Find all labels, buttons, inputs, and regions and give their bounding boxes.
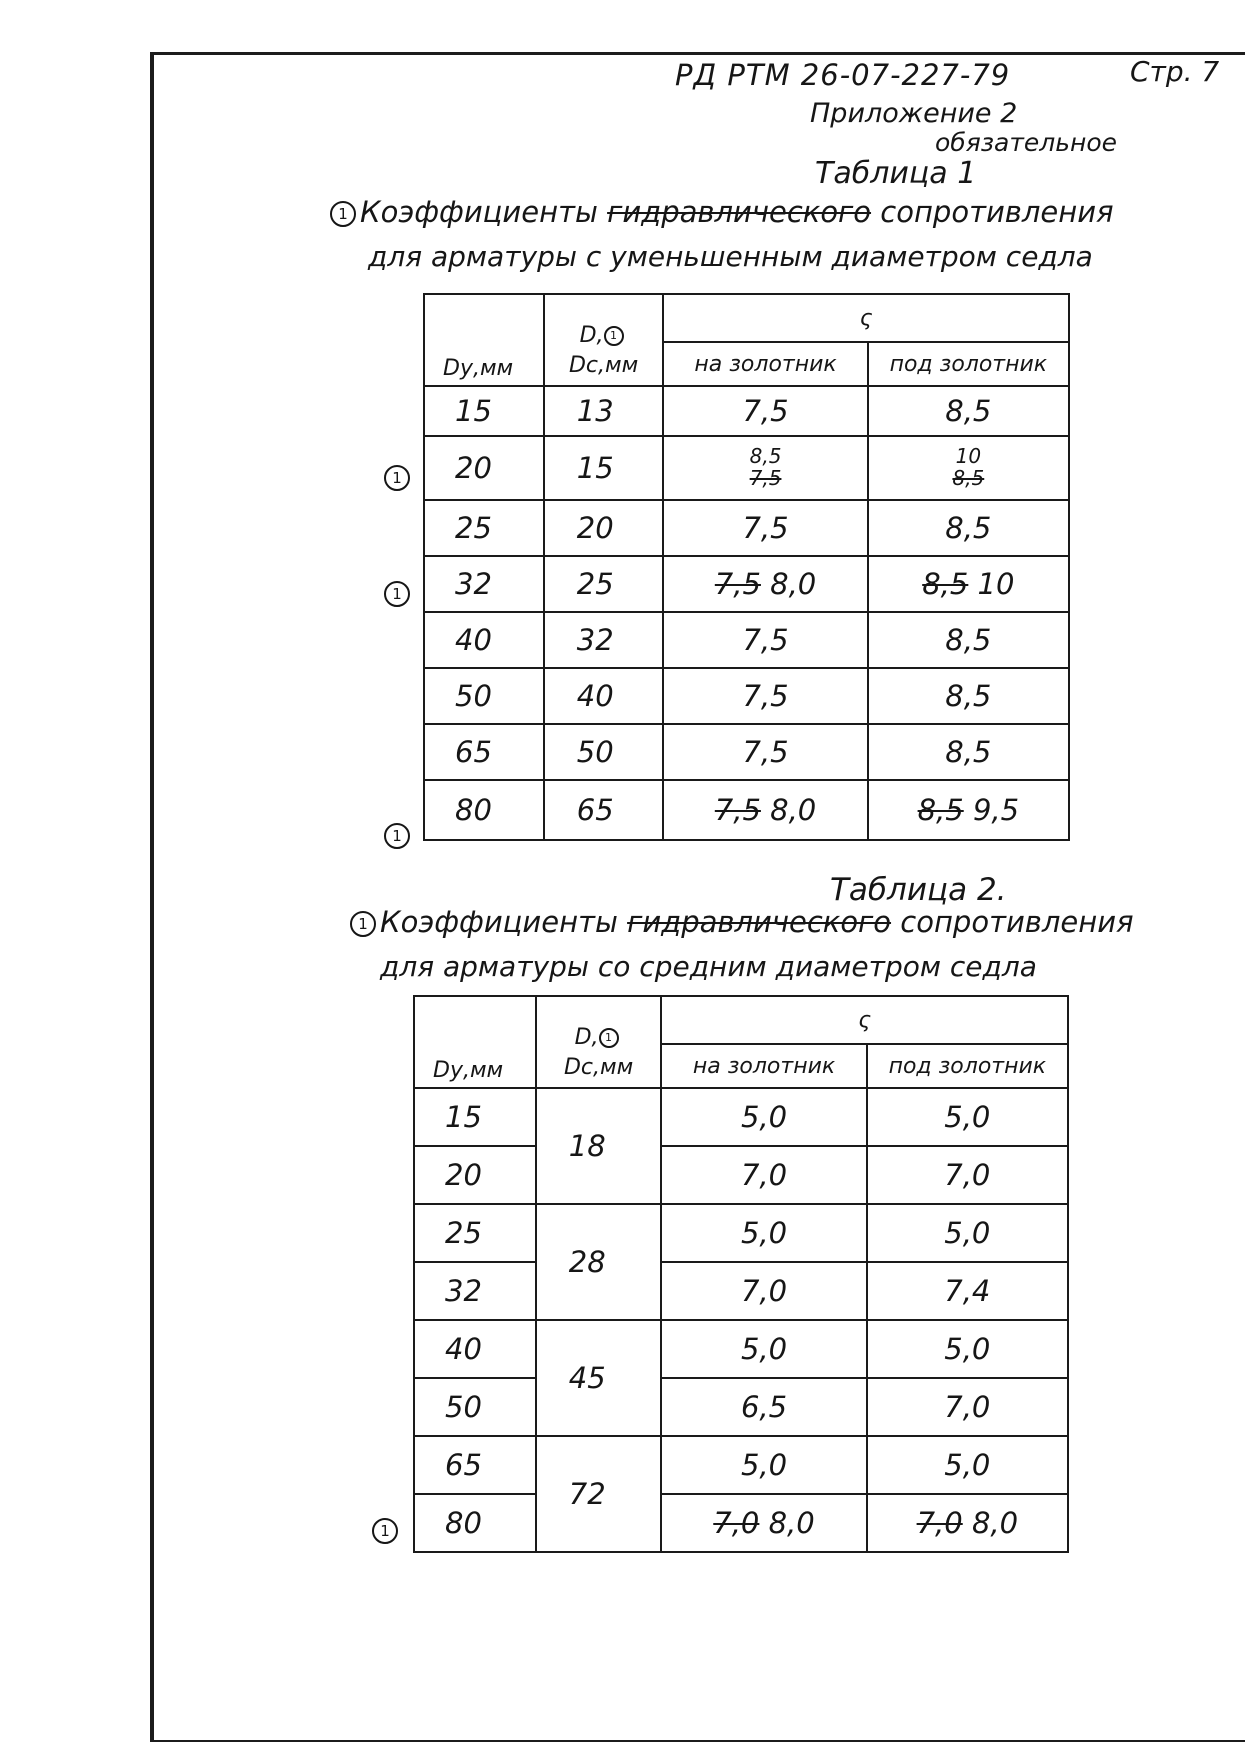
cell-on: 7,5 bbox=[663, 500, 867, 556]
cell-on: 5,0 bbox=[661, 1204, 866, 1262]
cell-under: 8,5 bbox=[868, 386, 1069, 436]
cell-dc: 18 bbox=[536, 1088, 662, 1204]
cell-on: 7,5 bbox=[663, 724, 867, 780]
table1-header-dy: Dу,мм bbox=[424, 294, 544, 386]
table2-header-under: под золотник bbox=[867, 1044, 1068, 1088]
cell-dc: 25 bbox=[544, 556, 664, 612]
cell-dy: 25 bbox=[424, 500, 544, 556]
table1-title-suffix: сопротивления bbox=[880, 195, 1114, 229]
cell-under: 8,5 9,5 bbox=[868, 780, 1069, 840]
revision-mark-icon: 1 bbox=[384, 823, 410, 849]
table-row bbox=[414, 1378, 1068, 1436]
cell-dy: 32 bbox=[414, 1262, 536, 1320]
table2 bbox=[413, 995, 1069, 1553]
table-row bbox=[424, 500, 1069, 556]
table2-title-prefix: Коэффициенты bbox=[380, 905, 618, 939]
cell-dy: 65 bbox=[424, 724, 544, 780]
table1-title-struck: гидравлического bbox=[607, 195, 872, 229]
table2-title bbox=[350, 905, 1134, 939]
cell-on: 5,0 bbox=[661, 1088, 866, 1146]
table-row bbox=[424, 556, 1069, 612]
table-row bbox=[414, 1436, 1068, 1494]
cell-dc: 40 bbox=[544, 668, 664, 724]
cell-under: 5,0 bbox=[867, 1204, 1068, 1262]
table-row bbox=[414, 1204, 1068, 1262]
cell-dy: 40 bbox=[414, 1320, 536, 1378]
cell-under: 8,5 10 bbox=[868, 556, 1069, 612]
cell-under: 8,5 bbox=[868, 724, 1069, 780]
cell-under: 8,5 bbox=[868, 500, 1069, 556]
cell-under: 7,0 bbox=[867, 1146, 1068, 1204]
cell-on: 6,5 bbox=[661, 1378, 866, 1436]
table2-header-zeta: ς bbox=[661, 996, 1068, 1044]
cell-dc: 32 bbox=[544, 612, 664, 668]
cell-dy: 32 bbox=[424, 556, 544, 612]
table-row bbox=[414, 1320, 1068, 1378]
cell-dy: 20 bbox=[424, 436, 544, 500]
cell-under: 8,5 bbox=[868, 612, 1069, 668]
revision-mark-icon: 1 bbox=[330, 201, 356, 227]
cell-on: 7,5 8,0 bbox=[663, 780, 867, 840]
cell-under: 7,0 bbox=[867, 1378, 1068, 1436]
cell-dy: 40 bbox=[424, 612, 544, 668]
table1-title bbox=[330, 195, 1114, 229]
revision-mark-icon: 1 bbox=[604, 326, 624, 346]
table1-subtitle: для арматуры с уменьшенным диаметром седла bbox=[368, 240, 1093, 273]
cell-dc: 65 bbox=[544, 780, 664, 840]
revision-mark-icon: 1 bbox=[599, 1028, 619, 1048]
table-row bbox=[424, 780, 1069, 840]
table1-header-zeta: ς bbox=[663, 294, 1069, 342]
table1-header-under: под золотник bbox=[868, 342, 1069, 386]
table-row bbox=[424, 386, 1069, 436]
table2-title-suffix: сопротивления bbox=[900, 905, 1134, 939]
cell-under: 10 8,5 bbox=[868, 436, 1069, 500]
table2-header-on: на золотник bbox=[661, 1044, 866, 1088]
page-number: Стр. 7 bbox=[1130, 55, 1220, 88]
table-row bbox=[424, 724, 1069, 780]
appendix-note: обязательное bbox=[935, 128, 1118, 157]
cell-dc: 28 bbox=[536, 1204, 662, 1320]
appendix-title: Приложение 2 bbox=[810, 98, 1018, 129]
cell-on: 5,0 bbox=[661, 1320, 866, 1378]
table-row bbox=[414, 1262, 1068, 1320]
cell-on: 5,0 bbox=[661, 1436, 866, 1494]
cell-dc: 15 bbox=[544, 436, 664, 500]
table2-header-dy: Dу,мм bbox=[414, 996, 536, 1088]
table2-title-struck: гидравлического bbox=[627, 905, 892, 939]
cell-dy: 80 bbox=[414, 1494, 536, 1552]
cell-on: 8,5 7,5 bbox=[663, 436, 867, 500]
cell-dc: 72 bbox=[536, 1436, 662, 1552]
cell-dy: 80 bbox=[424, 780, 544, 840]
cell-dc: 50 bbox=[544, 724, 664, 780]
cell-on: 7,0 bbox=[661, 1146, 866, 1204]
revision-mark-icon: 1 bbox=[372, 1518, 398, 1544]
cell-dy: 15 bbox=[424, 386, 544, 436]
revision-mark-icon: 1 bbox=[384, 581, 410, 607]
cell-on: 7,5 bbox=[663, 668, 867, 724]
cell-dy: 20 bbox=[414, 1146, 536, 1204]
cell-under: 5,0 bbox=[867, 1088, 1068, 1146]
cell-on: 7,5 bbox=[663, 386, 867, 436]
table-row bbox=[414, 1494, 1068, 1552]
cell-under: 5,0 bbox=[867, 1436, 1068, 1494]
table-row bbox=[414, 1088, 1068, 1146]
cell-dy: 15 bbox=[414, 1088, 536, 1146]
table-row bbox=[414, 1146, 1068, 1204]
cell-under: 5,0 bbox=[867, 1320, 1068, 1378]
cell-under: 7,0 8,0 bbox=[867, 1494, 1068, 1552]
cell-on: 7,0 8,0 bbox=[661, 1494, 866, 1552]
table1-header-dc: D, 1 Dc,мм bbox=[544, 294, 664, 386]
cell-dy: 50 bbox=[424, 668, 544, 724]
table-row bbox=[424, 612, 1069, 668]
revision-mark-icon: 1 bbox=[384, 465, 410, 491]
table2-label: Таблица 2. bbox=[830, 872, 1007, 908]
cell-on: 7,5 bbox=[663, 612, 867, 668]
cell-dc: 45 bbox=[536, 1320, 662, 1436]
table1-header-on: на золотник bbox=[663, 342, 867, 386]
cell-dc: 20 bbox=[544, 500, 664, 556]
table2-header-dc: D, 1 Dc,мм bbox=[536, 996, 662, 1088]
cell-under: 8,5 bbox=[868, 668, 1069, 724]
table1 bbox=[423, 293, 1070, 841]
table1-label: Таблица 1 bbox=[815, 156, 977, 191]
table1-title-prefix: Коэффициенты bbox=[360, 195, 598, 229]
revision-mark-icon: 1 bbox=[350, 911, 376, 937]
cell-under: 7,4 bbox=[867, 1262, 1068, 1320]
table-row bbox=[424, 436, 1069, 500]
cell-on: 7,5 8,0 bbox=[663, 556, 867, 612]
cell-dy: 65 bbox=[414, 1436, 536, 1494]
document-code: РД РТМ 26-07-227-79 bbox=[675, 58, 1011, 92]
cell-dy: 25 bbox=[414, 1204, 536, 1262]
cell-dc: 13 bbox=[544, 386, 664, 436]
cell-on: 7,0 bbox=[661, 1262, 866, 1320]
table2-subtitle: для арматуры со средним диаметром седла bbox=[380, 950, 1037, 983]
table-row bbox=[424, 668, 1069, 724]
cell-dy: 50 bbox=[414, 1378, 536, 1436]
